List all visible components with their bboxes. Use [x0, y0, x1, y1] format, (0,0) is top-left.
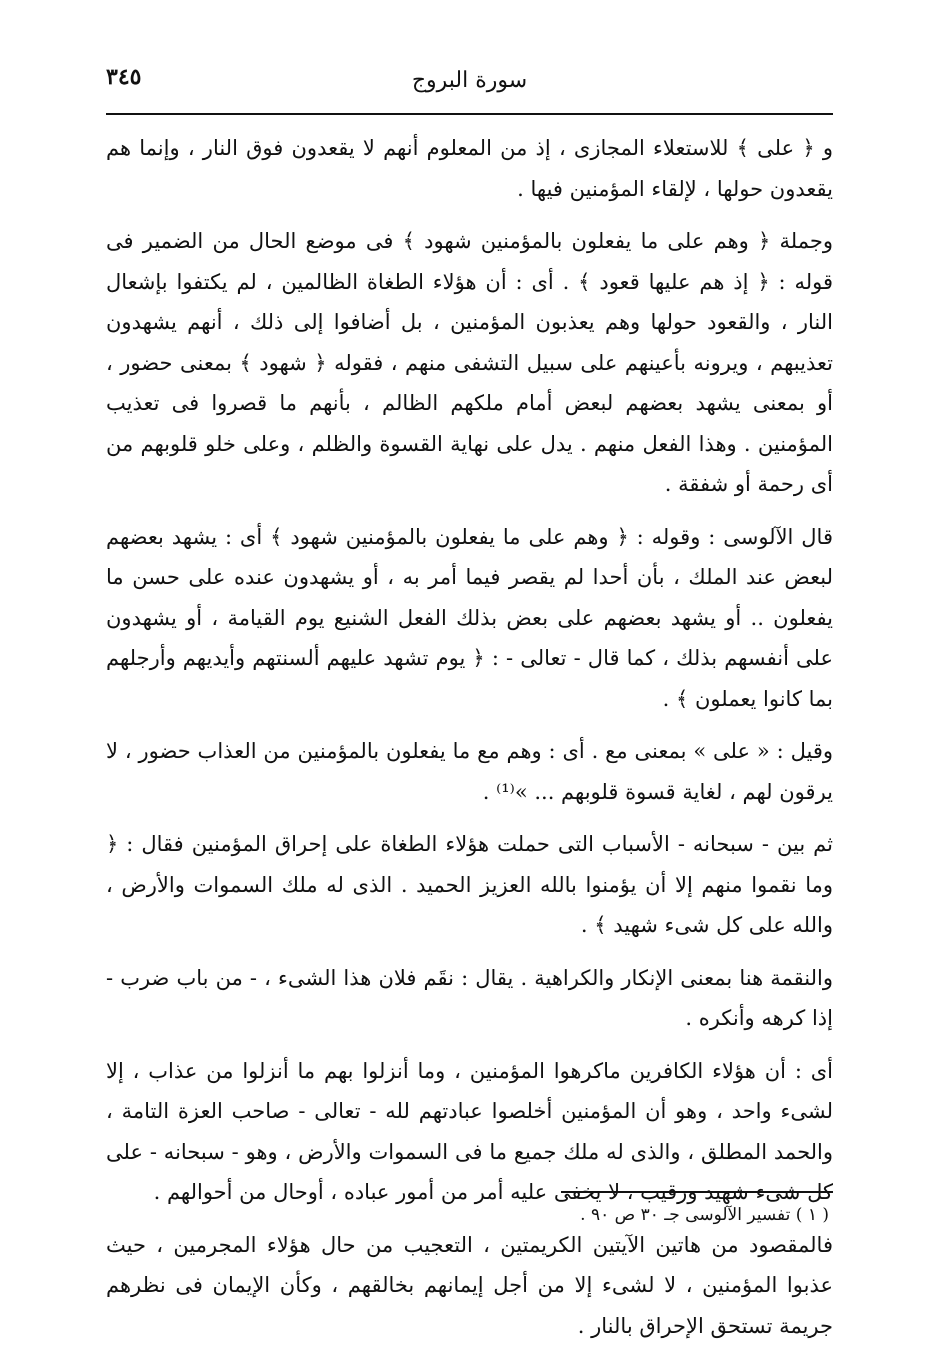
paragraph: أى : أن هؤلاء الكافرين ماكرهوا المؤمنين ، وما أنزلوا بهم ما أنزلوا من عذاب ، إلا لشىء واحد ، وهو أن المؤمنين أخلصوا عبادتهم لله - تعالى - صاحب العزة التامة ، والحمد المطلق ، والذى له ملك جميع ما فى السموات والأرض ، وهو - سبحانه - على كل شىء شهيد ورقيب ، لا يخفى عليه أمر من أمور عباده ، أوحال من أحوالهم . — [106, 1058, 833, 1204]
paragraph: فالمقصود من هاتين الآيتين الكريمتين ، التعجيب من حال هؤلاء المجرمين ، حيث عذبوا المؤمنين ، لا لشىء إلا من أجل إيمانهم بخالقهم ، وكأن الإيمان فى نظرهم جريمة تستحق الإحراق بالنار . — [106, 1232, 833, 1338]
body-text — [106, 128, 833, 1358]
header-divider — [106, 113, 833, 115]
paragraph: و ﴿ على ﴾ للاستعلاء المجازى ، إذ من المعلوم أنهم لا يقعدون فوق النار ، وإنما هم يقعدون حولها ، لإلقاء المؤمنين فيها . — [106, 136, 833, 201]
footnote-divider — [561, 1191, 833, 1193]
paragraph: قال الآلوسى : وقوله : ﴿ وهم على ما يفعلون بالمؤمنين شهود ﴾ أى : يشهد بعضهم لبعض عند الملك ، بأن أحدا لم يقصر فيما أمر به ، أو يشهدون عنده على حسن ما يفعلون .. أو يشهد بعضهم على بعض بذلك الفعل الشنيع يوم القيامة ، أو يشهدون على أنفسهم بذلك ، كما قال - تعالى - : ﴿ يوم تشهد عليهم ألسنتهم وأيديهم وأرجلهم بما كانوا يعملون ﴾ . — [106, 524, 833, 711]
paragraph: وجملة ﴿ وهم على ما يفعلون بالمؤمنين شهود ﴾ فى موضع الحال من الضمير فى قوله : ﴿ إذ هم عليها قعود ﴾ . أى : أن هؤلاء الطغاة الظالمين ، لم يكتفوا بإشعال النار ، والقعود حولها وهم يعذبون المؤمنين ، بل أضافوا إلى ذلك ، أنهم يشهدون تعذيبهم ، ويرونه بأعينهم على سبيل التشفى منهم ، فقوله ﴿ شهود ﴾ بمعنى حضور ، أو بمعنى يشهد بعضهم لبعض أمام ملكهم الظالم ، بأنهم ما قصروا فى تعذيب المؤمنين . وهذا الفعل منهم . يدل على نهاية القسوة والظلم ، وعلى خلو قلوبهم من أى رحمة أو شفقة . — [106, 229, 833, 496]
page-header — [106, 62, 833, 110]
paragraph: ثم بين - سبحانه - الأسباب التى حملت هؤلاء الطغاة على إحراق المؤمنين فقال : ﴿ وما نقموا منهم إلا أن يؤمنوا بالله العزيز الحميد . الذى له ملك السموات والأرض ، والله على كل شىء شهيد ﴾ . — [106, 832, 833, 937]
page-number: ٣٤٥ — [106, 64, 142, 90]
running-title: سورة البروج — [411, 68, 528, 93]
paragraph: وقيل : « على » بمعنى مع . أى : وهم مع ما يفعلون بالمؤمنين من العذاب حضور ، لا يرقون لهم ، لغاية قسوة قلوبهم ... »⁽¹⁾ . — [106, 739, 833, 804]
footnote: ( ١ ) تفسير الآلوسى جـ ٣٠ ص ٩٠ . — [580, 1205, 829, 1225]
paragraph: والنقمة هنا بمعنى الإنكار والكراهية . يقال : نقَم فلان هذا الشىء ، - من باب ضرب - إذا كرهه وأنكره . — [106, 965, 833, 1030]
